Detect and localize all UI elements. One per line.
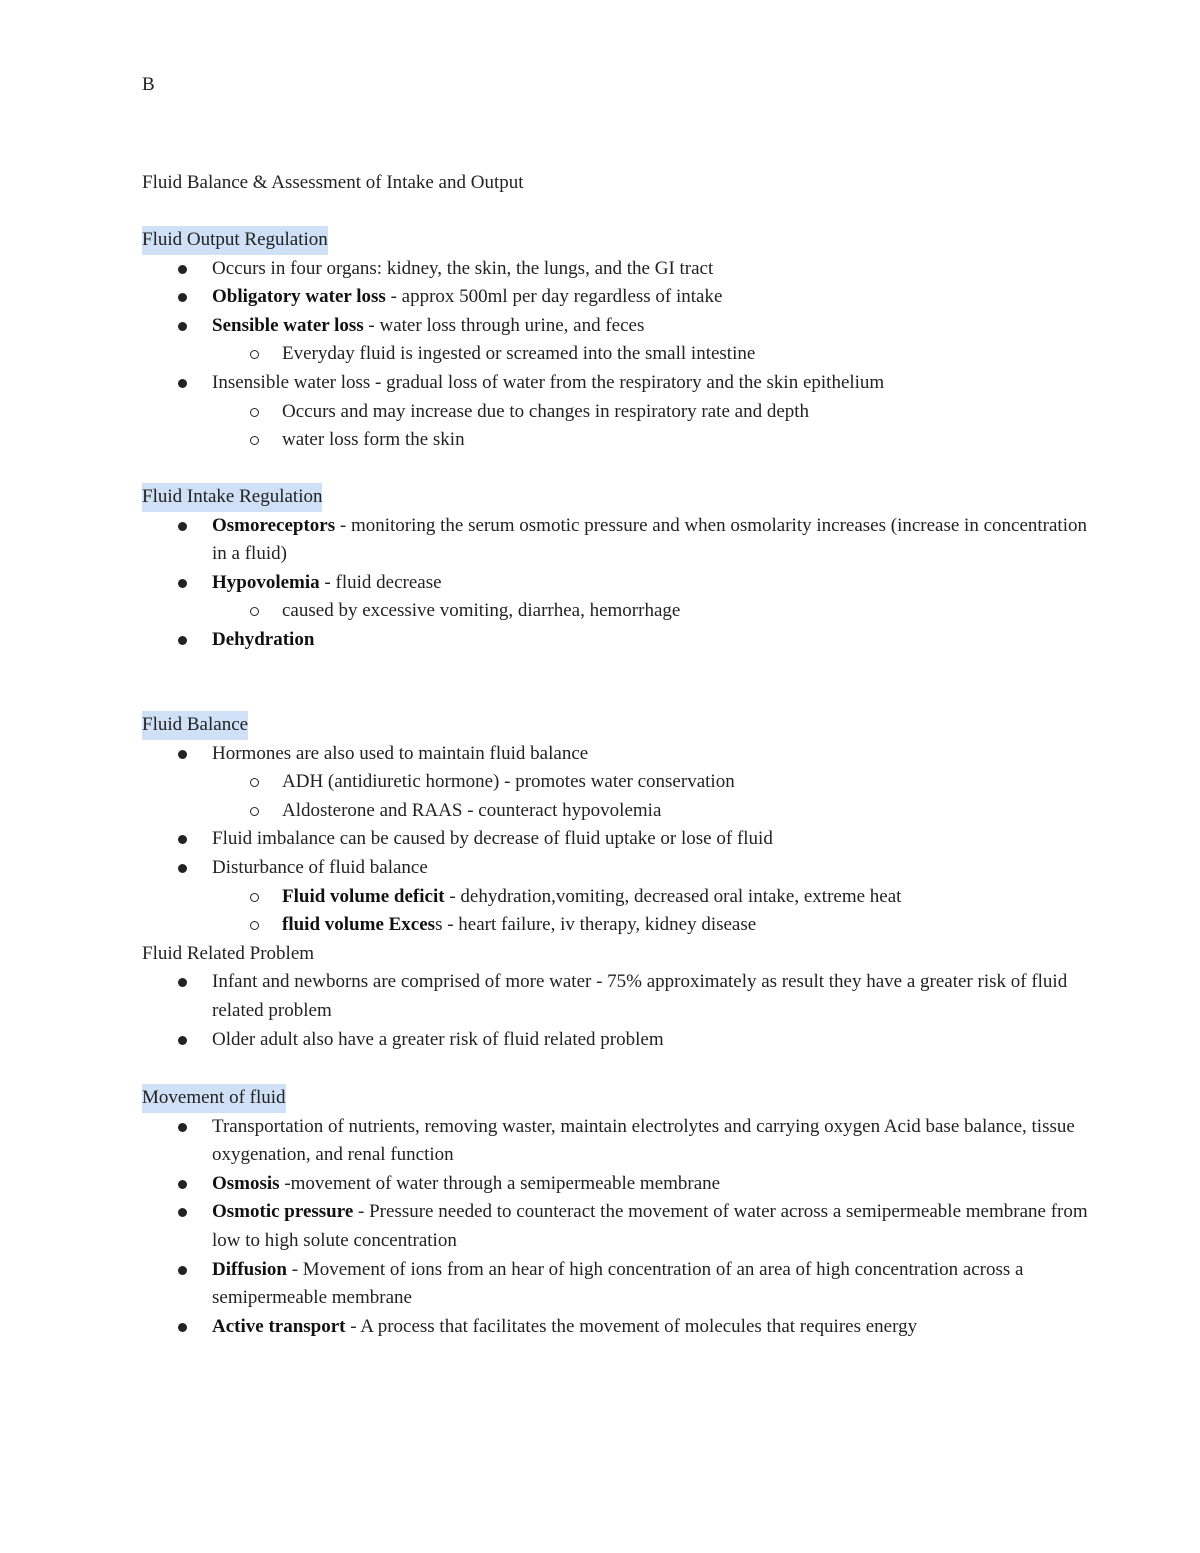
item-term: Sensible water loss [212, 314, 364, 336]
sub-list-item [212, 398, 1102, 427]
item-text: caused by excessive vomiting, diarrhea, hemorrhage [282, 600, 681, 622]
document-title: Fluid Balance & Assessment of Intake and Output [142, 172, 524, 193]
section-intake-regulation [142, 483, 1102, 655]
sub-list-item [212, 426, 1102, 455]
sub-bullet-list [212, 768, 1102, 825]
list-item [142, 569, 1102, 598]
bullet-icon [178, 1266, 187, 1275]
item-text: - approx 500ml per day regardless of intake [385, 286, 723, 308]
bullet-icon [178, 322, 187, 331]
item-text: s - heart failure, iv therapy, kidney disease [435, 914, 757, 936]
sub-list-item [212, 768, 1102, 797]
item-term: Active transport [212, 1315, 346, 1337]
circle-bullet-icon [250, 350, 259, 359]
list-item [142, 283, 1102, 312]
section-heading: Movement of fluid [142, 1084, 286, 1113]
sub-bullet-list [212, 340, 1102, 369]
list-item [142, 740, 1102, 769]
item-text: water loss form the skin [282, 429, 465, 451]
item-text: - dehydration,vomiting, decreased oral intake, extreme heat [444, 885, 902, 907]
list-item [142, 825, 1102, 854]
item-text: ADH (antidiuretic hormone) - promotes water conservation [282, 771, 735, 793]
item-text: Fluid imbalance can be caused by decrease of fluid uptake or lose of fluid [212, 828, 773, 850]
list-item [142, 1256, 1102, 1313]
section-heading: Fluid Output Regulation [142, 226, 328, 255]
list-item [142, 1170, 1102, 1199]
bullet-icon [178, 379, 187, 388]
item-text: Aldosterone and RAAS - counteract hypovolemia [282, 799, 662, 821]
bullet-icon [178, 864, 187, 873]
item-term: Osmoreceptors [212, 514, 336, 536]
item-text: - monitoring the serum osmotic pressure and when osmolarity increases (increase in concentration in a fluid) [212, 514, 1087, 565]
bullet-icon [178, 636, 187, 645]
list-item [142, 369, 1102, 398]
bullet-icon [178, 1180, 187, 1189]
bullet-icon [178, 1208, 187, 1217]
item-text: Occurs and may increase due to changes in respiratory rate and depth [282, 400, 810, 422]
section-movement-of-fluid [142, 1084, 1102, 1341]
section-heading: Fluid Balance [142, 711, 248, 740]
item-text: Insensible water loss - gradual loss of water from the respiratory and the skin epithelium [212, 371, 885, 393]
circle-bullet-icon [250, 807, 259, 816]
list-item [142, 968, 1102, 1025]
list-item [142, 512, 1102, 569]
bullet-icon [178, 978, 187, 987]
section-fluid-balance [142, 711, 1102, 1054]
item-term: Diffusion [212, 1258, 287, 1280]
item-text: Disturbance of fluid balance [212, 856, 428, 878]
list-item [142, 1026, 1102, 1055]
bullet-list [142, 626, 1102, 655]
circle-bullet-icon [250, 607, 259, 616]
item-text: Occurs in four organs: kidney, the skin, the lungs, and the GI tract [212, 257, 714, 279]
list-item [142, 1113, 1102, 1170]
bullet-icon [178, 579, 187, 588]
bullet-list [142, 512, 1102, 598]
bullet-list [142, 1113, 1102, 1342]
item-text: -movement of water through a semipermeable membrane [279, 1172, 721, 1194]
item-text: Older adult also have a greater risk of fluid related problem [212, 1028, 664, 1050]
item-term: Hypovolemia [212, 571, 320, 593]
list-item [142, 255, 1102, 284]
item-term: Osmotic pressure [212, 1201, 354, 1223]
bullet-icon [178, 1036, 187, 1045]
sub-list-item [212, 883, 1102, 912]
item-text: - water loss through urine, and feces [363, 314, 645, 336]
page-letter: B [142, 74, 155, 95]
bullet-list [142, 968, 1102, 1054]
circle-bullet-icon [250, 893, 259, 902]
sub-list-item [212, 911, 1102, 940]
list-item [142, 854, 1102, 883]
item-text: - A process that facilitates the movement of molecules that requires energy [345, 1315, 918, 1337]
item-text: Infant and newborns are comprised of more water - 75% approximately as result they have a greater risk of fluid related problem [212, 971, 1068, 1021]
bullet-icon [178, 835, 187, 844]
sub-list-item [212, 340, 1102, 369]
bullet-icon [178, 522, 187, 531]
bullet-icon [178, 1123, 187, 1132]
bullet-list [142, 740, 1102, 769]
item-term: Fluid volume deficit [282, 885, 445, 907]
item-text: - Movement of ions from an hear of high concentration of an area of high concentration across a semipermeable membrane [212, 1258, 1024, 1309]
item-term: Osmosis [212, 1172, 280, 1194]
item-text: - fluid decrease [319, 571, 442, 593]
item-term: Obligatory water loss [212, 286, 386, 308]
sub-list-item [212, 797, 1102, 826]
bullet-icon [178, 750, 187, 759]
bullet-icon [178, 293, 187, 302]
bullet-list [142, 369, 1102, 398]
section-output-regulation [142, 226, 1102, 455]
item-text: - Pressure needed to counteract the movement of water across a semipermeable membrane from low to high solute concentration [212, 1201, 1088, 1251]
list-item [142, 1198, 1102, 1255]
sub-list-item [212, 597, 1102, 626]
list-item [142, 626, 1102, 655]
list-item [142, 312, 1102, 341]
bullet-icon [178, 265, 187, 274]
circle-bullet-icon [250, 921, 259, 930]
item-term: Dehydration [212, 628, 315, 650]
sub-bullet-list [212, 883, 1102, 940]
list-item [142, 1313, 1102, 1342]
circle-bullet-icon [250, 436, 259, 445]
sub-bullet-list [212, 597, 1102, 626]
section-heading: Fluid Intake Regulation [142, 483, 322, 512]
circle-bullet-icon [250, 778, 259, 787]
item-text: Transportation of nutrients, removing waster, maintain electrolytes and carrying oxygen Acid base balance, tissue oxygenation, and renal function [212, 1115, 1075, 1166]
bullet-icon [178, 1323, 187, 1332]
section-heading-related-problem: Fluid Related Problem [142, 942, 315, 964]
bullet-list [142, 825, 1102, 882]
item-text: Hormones are also used to maintain fluid balance [212, 742, 589, 764]
bullet-list [142, 255, 1102, 341]
item-text: Everyday fluid is ingested or screamed into the small intestine [282, 343, 756, 365]
sub-bullet-list [212, 398, 1102, 455]
circle-bullet-icon [250, 408, 259, 417]
item-term: fluid volume Exces [282, 914, 436, 936]
